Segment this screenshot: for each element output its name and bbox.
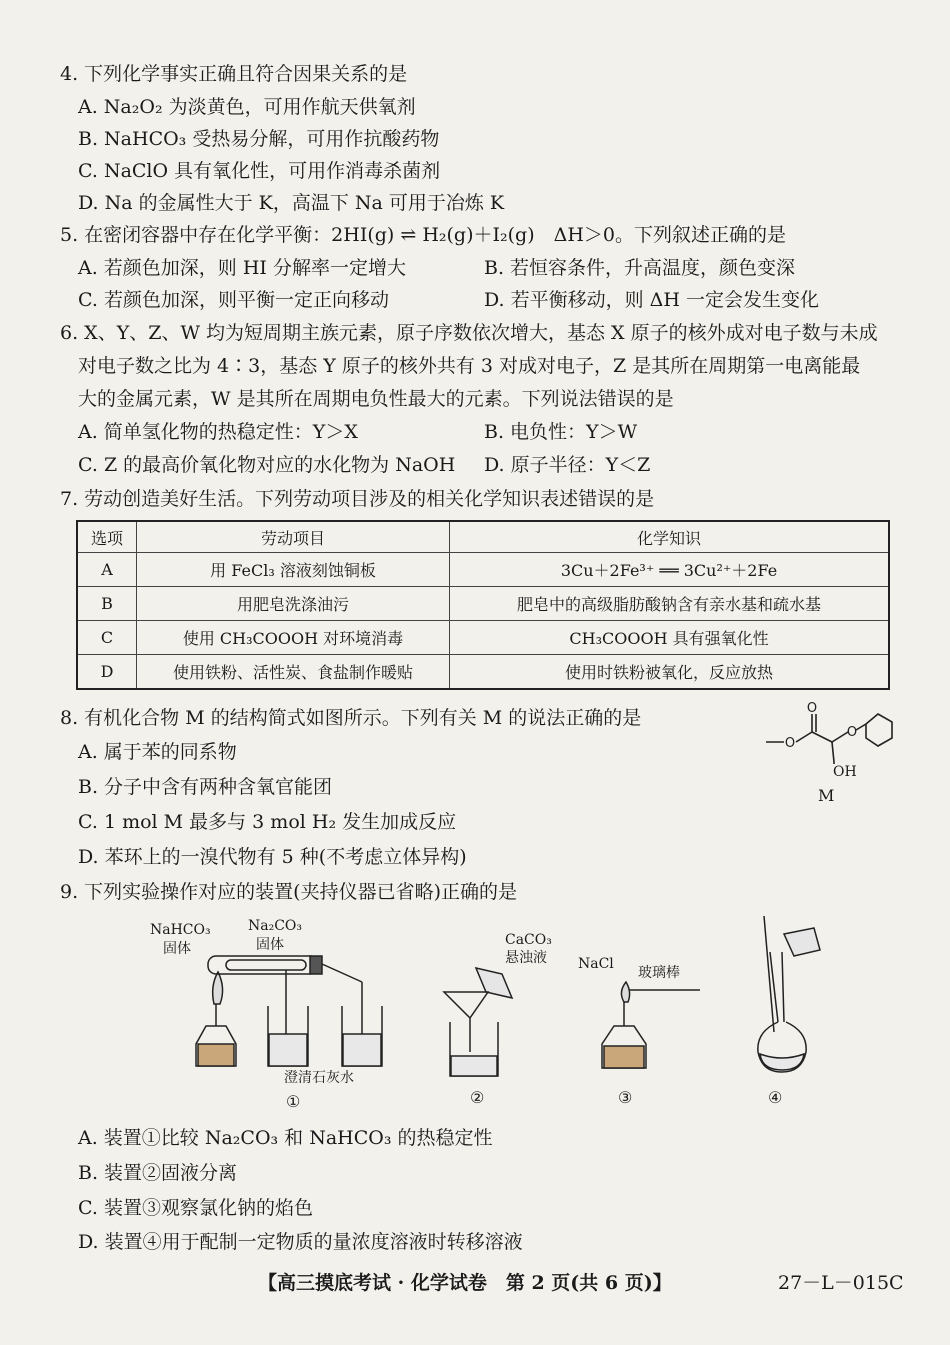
page-footer: 【高三摸底考试 · 化学试卷 第 2 页(共 6 页)】 — [258, 1272, 672, 1294]
svg-text:O: O — [846, 725, 858, 740]
q5-option-a: A. 若颜色加深，则 HI 分解率一定增大 — [78, 257, 406, 279]
q5-option-c: C. 若颜色加深，则平衡一定正向移动 — [78, 289, 389, 311]
table-cell: B — [77, 587, 137, 621]
svg-text:O: O — [784, 736, 796, 751]
label-caco3: CaCO₃ — [505, 932, 552, 948]
apparatus-4 — [748, 912, 828, 1082]
label-na2co3: Na₂CO₃ — [248, 918, 303, 934]
label-na2co3-solid: 固体 — [256, 937, 284, 953]
q8-option-c: C. 1 mol M 最多与 3 mol H₂ 发生加成反应 — [78, 811, 457, 833]
table-row — [77, 553, 889, 587]
q5-option-d: D. 若平衡移动，则 ΔH 一定会发生变化 — [484, 289, 820, 311]
q6-option-a: A. 简单氢化物的热稳定性：Y＞X — [78, 421, 358, 443]
q7-stem: 7. 劳动创造美好生活。下列劳动项目涉及的相关化学知识表述错误的是 — [60, 488, 655, 510]
q7-table — [76, 520, 890, 690]
q4-stem: 4. 下列化学事实正确且符合因果关系的是 — [60, 63, 408, 85]
table-cell: CH₃COOOH 具有强氧化性 — [450, 621, 890, 655]
label-glass-rod: 玻璃棒 — [638, 965, 680, 981]
label-apparatus-1: ① — [286, 1092, 301, 1111]
table-header-option: 选项 — [77, 521, 137, 553]
label-limewater: 澄清石灰水 — [284, 1070, 354, 1086]
molecule-oh-label: OH — [833, 764, 857, 780]
table-cell: 肥皂中的高级脂肪酸钠含有亲水基和疏水基 — [450, 587, 890, 621]
q5-option-b: B. 若恒容条件，升高温度，颜色变深 — [484, 257, 796, 279]
table-header-knowledge: 化学知识 — [450, 521, 890, 553]
label-nahco3-solid: 固体 — [163, 941, 191, 957]
q6-option-c: C. Z 的最高价氧化物对应的水化物为 NaOH — [78, 454, 456, 476]
q4-option-d: D. Na 的金属性大于 K，高温下 Na 可用于冶炼 K — [78, 192, 505, 214]
q6-stem-line3: 大的金属元素，W 是其所在周期电负性最大的元素。下列说法错误的是 — [78, 388, 674, 410]
q6-stem-line1: 6. X、Y、Z、W 均为短周期主族元素，原子序数依次增大，基态 X 原子的核外成对电子数与未成 — [60, 322, 878, 344]
molecule-m-label: M — [818, 786, 835, 805]
apparatus-1 — [190, 948, 390, 1073]
table-row — [77, 587, 889, 621]
q4-option-c: C. NaClO 具有氧化性，可用作消毒杀菌剂 — [78, 160, 441, 182]
q8-option-d: D. 苯环上的一溴代物有 5 种(不考虑立体异构) — [78, 846, 467, 868]
label-apparatus-3: ③ — [618, 1088, 633, 1107]
q6-stem-line2: 对电子数之比为 4∶3，基态 Y 原子的核外共有 3 对成对电子，Z 是其所在周期第一电离能最 — [78, 355, 861, 377]
exam-code: 27－L－015C — [778, 1272, 904, 1294]
q9-option-b: B. 装置②固液分离 — [78, 1162, 238, 1184]
table-cell: D — [77, 655, 137, 690]
q6-option-b: B. 电负性：Y＞W — [484, 421, 638, 443]
table-cell: C — [77, 621, 137, 655]
svg-text:O: O — [806, 701, 818, 716]
table-header-labor: 劳动项目 — [137, 521, 450, 553]
label-apparatus-4: ④ — [768, 1088, 783, 1107]
q8-option-a: A. 属于苯的同系物 — [78, 741, 237, 763]
q9-option-d: D. 装置④用于配制一定物质的量浓度溶液时转移溶液 — [78, 1231, 523, 1253]
apparatus-2 — [440, 962, 540, 1082]
table-cell: 用肥皂洗涤油污 — [137, 587, 450, 621]
label-nahco3: NaHCO₃ — [150, 922, 211, 938]
table-cell: A — [77, 553, 137, 587]
label-nacl: NaCl — [578, 956, 614, 972]
table-cell: 使用时铁粉被氧化，反应放热 — [450, 655, 890, 690]
label-caco3-suspension: 悬浊液 — [505, 950, 547, 966]
label-apparatus-2: ② — [470, 1088, 485, 1107]
q8-option-b: B. 分子中含有两种含氧官能团 — [78, 776, 333, 798]
q6-option-d: D. 原子半径：Y＜Z — [484, 454, 651, 476]
table-header-row — [77, 521, 889, 553]
q9-option-a: A. 装置①比较 Na₂CO₃ 和 NaHCO₃ 的热稳定性 — [78, 1127, 493, 1149]
q5-stem: 5. 在密闭容器中存在化学平衡：2HI(g) ⇌ H₂(g)＋I₂(g) ΔH＞0。下列叙述正确的是 — [60, 224, 786, 246]
table-cell: 使用 CH₃COOOH 对环境消毒 — [137, 621, 450, 655]
table-cell: 使用铁粉、活性炭、食盐制作暖贴 — [137, 655, 450, 690]
q4-option-b: B. NaHCO₃ 受热易分解，可用作抗酸药物 — [78, 128, 440, 150]
q8-stem: 8. 有机化合物 M 的结构简式如图所示。下列有关 M 的说法正确的是 — [60, 707, 642, 729]
q4-option-a: A. Na₂O₂ 为淡黄色，可用作航天供氧剂 — [78, 96, 416, 118]
apparatus-3 — [594, 976, 704, 1086]
q9-stem: 9. 下列实验操作对应的装置(夹持仪器已省略)正确的是 — [60, 881, 517, 903]
table-cell: 用 FeCl₃ 溶液刻蚀铜板 — [137, 553, 450, 587]
q9-option-c: C. 装置③观察氯化钠的焰色 — [78, 1197, 313, 1219]
table-row — [77, 655, 889, 690]
table-row — [77, 621, 889, 655]
table-cell: 3Cu＋2Fe³⁺ ══ 3Cu²⁺＋2Fe — [450, 553, 890, 587]
